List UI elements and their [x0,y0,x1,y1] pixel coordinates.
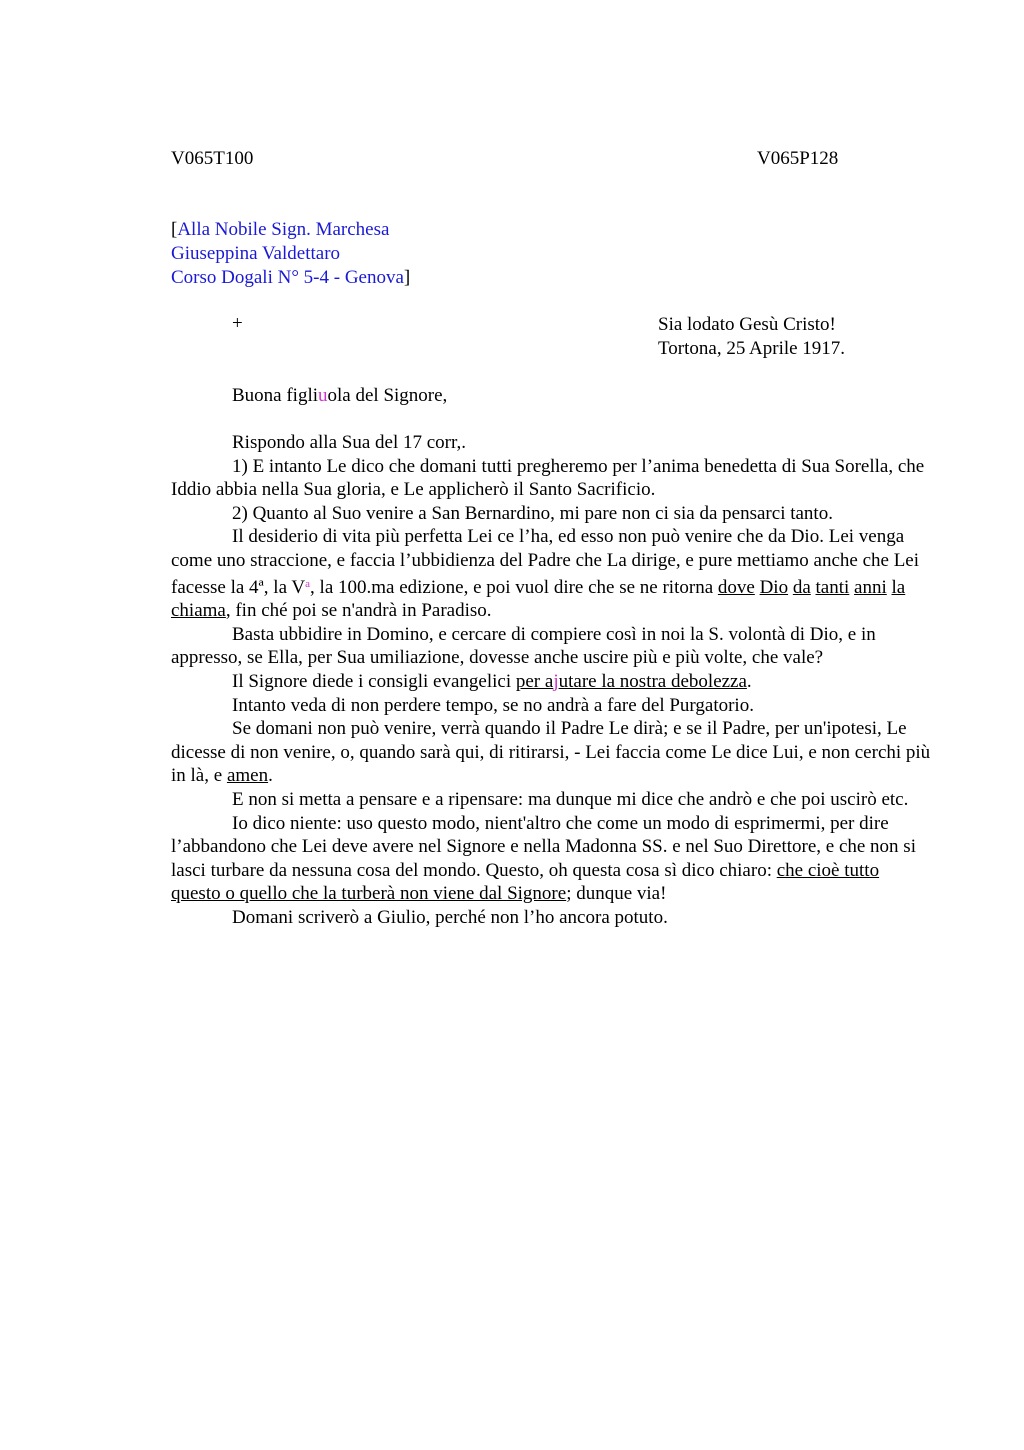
p4-editorial-sup: a [305,577,311,590]
p10-text-a: Io dico niente: uso questo modo, nient'altro che come un modo di esprimermi, per dire l’abbandono che Lei deve avere nel Signore e nella Madonna SS. e nel Suo Direttore, e che non si lasci turbare da nessuna cosa del mondo. Questo, oh questa cosa sì dico chiaro: [171,812,916,881]
paragraph-7: Intanto veda di non perdere tempo, se no andrà a fare del Purgatorio. [232,694,754,716]
paragraph-11: Domani scriverò a Giulio, perché non l’ho ancora potuto. [232,906,668,928]
address-block [171,218,410,290]
p4-underlined-5: anni [854,576,887,598]
paragraph-9: E non si metta a pensare e a ripensare: ma dunque mi dice che andrò e che poi uscirò etc. [232,788,909,810]
address-line-2: Giuseppina Valdettaro [171,243,341,264]
p4-text-a: Il desiderio di vita più perfetta Lei ce l’ha, ed esso non può venire che da Dio. Lei venga come uno straccione, e faccia l’ubbidienza del Padre che La dirige, e pure mettiamo anche che Lei facesse la 4ª, la V [171,526,920,598]
p6-text-a: Il Signore diede i consigli evangelici [232,670,516,692]
paragraph-8 [171,717,931,788]
salutation-text-b: ola del Signore, [327,385,448,406]
address-line-3: Corso Dogali N° 5-4 - Genova [171,267,404,288]
document-code-right: V065P128 [757,148,839,169]
salutation-text-a: Buona figli [232,385,319,406]
dateline-block [658,313,845,361]
paragraph-10 [171,812,931,906]
document-code-left: V065T100 [171,148,254,169]
p4-text-c: , fin ché poi se n'andrà in Paradiso. [225,600,492,622]
p6-text-b: . [746,670,752,692]
p4-underlined-3: da [792,576,811,598]
paragraph-1: Rispondo alla Sua del 17 corr,. [232,432,467,453]
address-bracket-open: [ [171,219,178,240]
p8-text-a: Se domani non può venire, verrà quando il Padre Le dirà; e se il Padre, per un'ipotesi, Le dicesse di non venire, o, quando sarà qui, di ritirarsi, - Lei faccia come Le dice Lui, e non cerchi più in là, e [171,718,931,787]
letter-body [171,431,931,929]
address-bracket-close: ] [403,267,411,288]
paragraph-2: 1) E intanto Le dico che domani tutti pregheremo per l’anima benedetta di Sua Sorella, che Iddio abbia nella Sua gloria, e Le applicherò il Santo Sacrificio. [171,455,925,501]
p4-underlined-2: Dio [759,576,789,598]
paragraph-4 [171,525,931,622]
invocation: Sia lodato Gesù Cristo! [658,314,836,335]
p4-underlined-1: dove [717,576,755,598]
cross-symbol: + [232,313,243,334]
salutation-editorial-mark: u [318,385,328,406]
p10-underlined: che cioè tutto questo o quello che la turberà non viene dal Signore [171,859,880,905]
salutation [232,385,447,407]
paragraph-3: 2) Quanto al Suo venire a San Bernardino, mi pare non ci sia da pensarci tanto. [232,502,833,524]
p6-underlined-1: per a [515,670,554,692]
p10-text-b: ; dunque via! [566,883,667,905]
address-line-1: Alla Nobile Sign. Marchesa [177,219,390,240]
p8-text-b: . [268,765,273,787]
p4-underlined-7: chiama [171,600,226,622]
p4-underlined-4: tanti [815,576,850,598]
paragraph-6 [171,670,931,694]
paragraph-5: Basta ubbidire in Domino, e cercare di compiere così in noi la S. volontà di Dio, e in appresso, se Ella, per Sua umiliazione, dovesse anche uscire più e più volte, che vale? [171,623,876,669]
p4-underlined-6: la [891,576,906,598]
p6-editorial-mark: j [553,670,559,692]
place-date: Tortona, 25 Aprile 1917. [658,338,846,359]
p8-underlined: amen [226,765,269,787]
p4-text-b: , la 100.ma edizione, e poi vuol dire che se ne ritorna [310,576,718,598]
p6-underlined-2: utare la nostra debolezza [558,670,747,692]
